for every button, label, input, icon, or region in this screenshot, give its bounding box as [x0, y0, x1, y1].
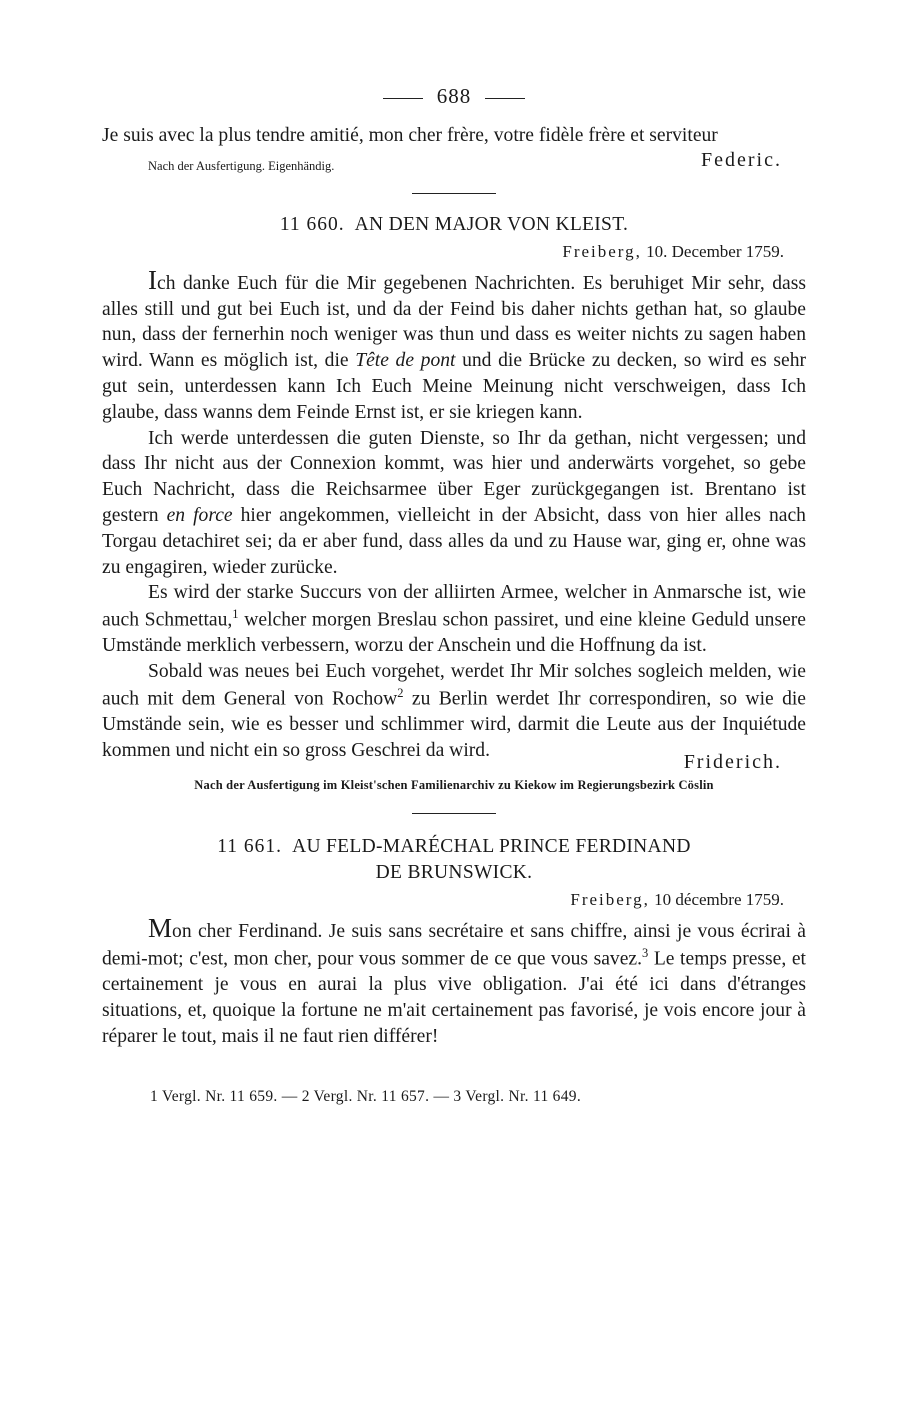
- section-divider: [412, 813, 496, 814]
- letter-11660-paragraph-3: [102, 580, 806, 659]
- header-dash-right: [485, 98, 525, 99]
- previous-letter-closing: Je suis avec la plus tendre amitié, mon cher frère, votre fidèle frère et serviteur: [102, 125, 718, 146]
- letter-11661-heading: [102, 834, 806, 886]
- paragraph-text: und die Brücke zu decken, so wird es sehr gut sein, unterdessen kann Ich Euch Meine Meinung nicht verschweigen, dass Ich glaube, dass wanns dem Feinde Ernst ist, er sie kriegen kann.: [102, 350, 807, 423]
- paragraph-text: on cher Ferdinand. Je suis sans secrétaire et sans chiffre, ainsi je vous écrirai à demi-mot; c'est, mon cher, pour vous sommer de ce que vous savez.: [102, 921, 806, 970]
- letter-11660-paragraph-4: [102, 659, 807, 774]
- paragraph-text: Ich werde unterdessen die guten Dienste, so Ihr da gethan, nicht vergessen; und dass Ihr nicht aus der Connexion kommt, was hier und anderwärts vorgehet, so gebe Euch Nachricht, dass die Reichsarmee über Eger zurückgegangen ist. Brentano ist gestern: [102, 427, 806, 526]
- letter-11661-place: Freiberg,: [570, 890, 650, 909]
- paragraph-text: hier angekommen, vielleicht in der Absicht, dass von hier alles nach Torgau detachiret sei; da er aber fund, dass alles da und zu Hause war, ging er, ohne was zu engagiren, wieder zurücke.: [102, 504, 806, 578]
- letter-11661-date: 10 décembre 1759.: [654, 890, 784, 909]
- letter-11660-source-note: Nach der Ausfertigung im Kleist'schen Familienarchiv zu Kiekow im Regierungsbezirk Cöslin: [194, 778, 714, 792]
- letter-11660-title: AN DEN MAJOR VON KLEIST.: [354, 213, 629, 235]
- page-header: [102, 84, 806, 109]
- header-dash-left: [383, 98, 423, 99]
- letter-11660-paragraph-1: [102, 264, 807, 426]
- footnote-marker: 2: [397, 686, 404, 701]
- letter-11661-paragraph-1: [102, 913, 806, 1050]
- drop-initial: M: [148, 913, 173, 943]
- letter-11660-number: 11 660.: [279, 213, 345, 235]
- footnote-marker: 3: [642, 945, 649, 960]
- paragraph-text: Le temps presse, et certainement je vous en aurai la plus vive obligation. J'ai été ici dans d'étranges situations, et, quoique la fortune ne m'ait certainement pas favorisé, je vois encore jour à réparer le tout, mais il ne faut rien différer!: [102, 948, 806, 1047]
- letter-11660-place: Freiberg,: [562, 241, 642, 261]
- paragraph-text: welcher morgen Breslau schon passiret, und eine kleine Geduld unsere Umstände merklich verbessern, worzu der Anschein und die Hoffnung da ist.: [102, 609, 806, 657]
- letter-11660-heading: [102, 212, 806, 238]
- letter-11661-dateline: [102, 890, 784, 910]
- footnotes: 1 Vergl. Nr. 11 659. — 2 Vergl. Nr. 11 657. — 3 Vergl. Nr. 11 649.: [150, 1087, 581, 1105]
- paragraph-text: zu Berlin werdet Ihr correspondiren, so wie die Umstände sein, wie es besser und schlimmer wird, darmit die Leute aus der Inquiétude kommen und nicht ein so gross Geschrei da wird.: [102, 688, 807, 762]
- footnote-marker: 1: [232, 607, 239, 622]
- letter-11661-number: 11 661.: [217, 836, 283, 857]
- page-number: 688: [436, 84, 472, 108]
- paragraph-text: ch danke Euch für die Mir gegebenen Nachrichten. Es beruhiget Mir sehr, dass alles still und gut bei Euch ist, und da der Feind bis daher nichts gethan hat, so glaube nun, dass der fernerhin noch weniger was thun und dass es weiter nichts zu sagen haben wird. Wann es möglich ist, die: [102, 272, 806, 372]
- page: [102, 84, 806, 1106]
- previous-letter-footer: [102, 149, 806, 177]
- drop-initial: I: [148, 264, 157, 295]
- letter-11660-dateline: [102, 242, 784, 262]
- letter-11661-title-line-2: DE BRUNSWICK.: [375, 862, 533, 883]
- section-divider: [412, 193, 496, 194]
- letter-11660-paragraph-2: [102, 426, 806, 581]
- italic-phrase: en force: [166, 504, 233, 526]
- paragraph-text: Es wird der starke Succurs von der alliirten Armee, welcher in Anmarsche ist, wie auch Schmettau,: [102, 582, 806, 631]
- letter-11660-signature: Friderich.: [683, 751, 782, 774]
- letter-11660-date: 10. December 1759.: [646, 241, 784, 261]
- previous-letter-signature: Federic.: [701, 148, 782, 171]
- paragraph-text: Sobald was neues bei Euch vorgehet, werdet Ihr Mir solches sogleich melden, wie auch mit dem General von Rochow: [102, 661, 806, 710]
- previous-letter-source-note: Nach der Ausfertigung. Eigenhändig.: [148, 158, 335, 173]
- letter-11661-title-line-1: AU FELD-MARÉCHAL PRINCE FERDINAND: [292, 836, 691, 857]
- italic-phrase: Tête de pont: [355, 350, 456, 372]
